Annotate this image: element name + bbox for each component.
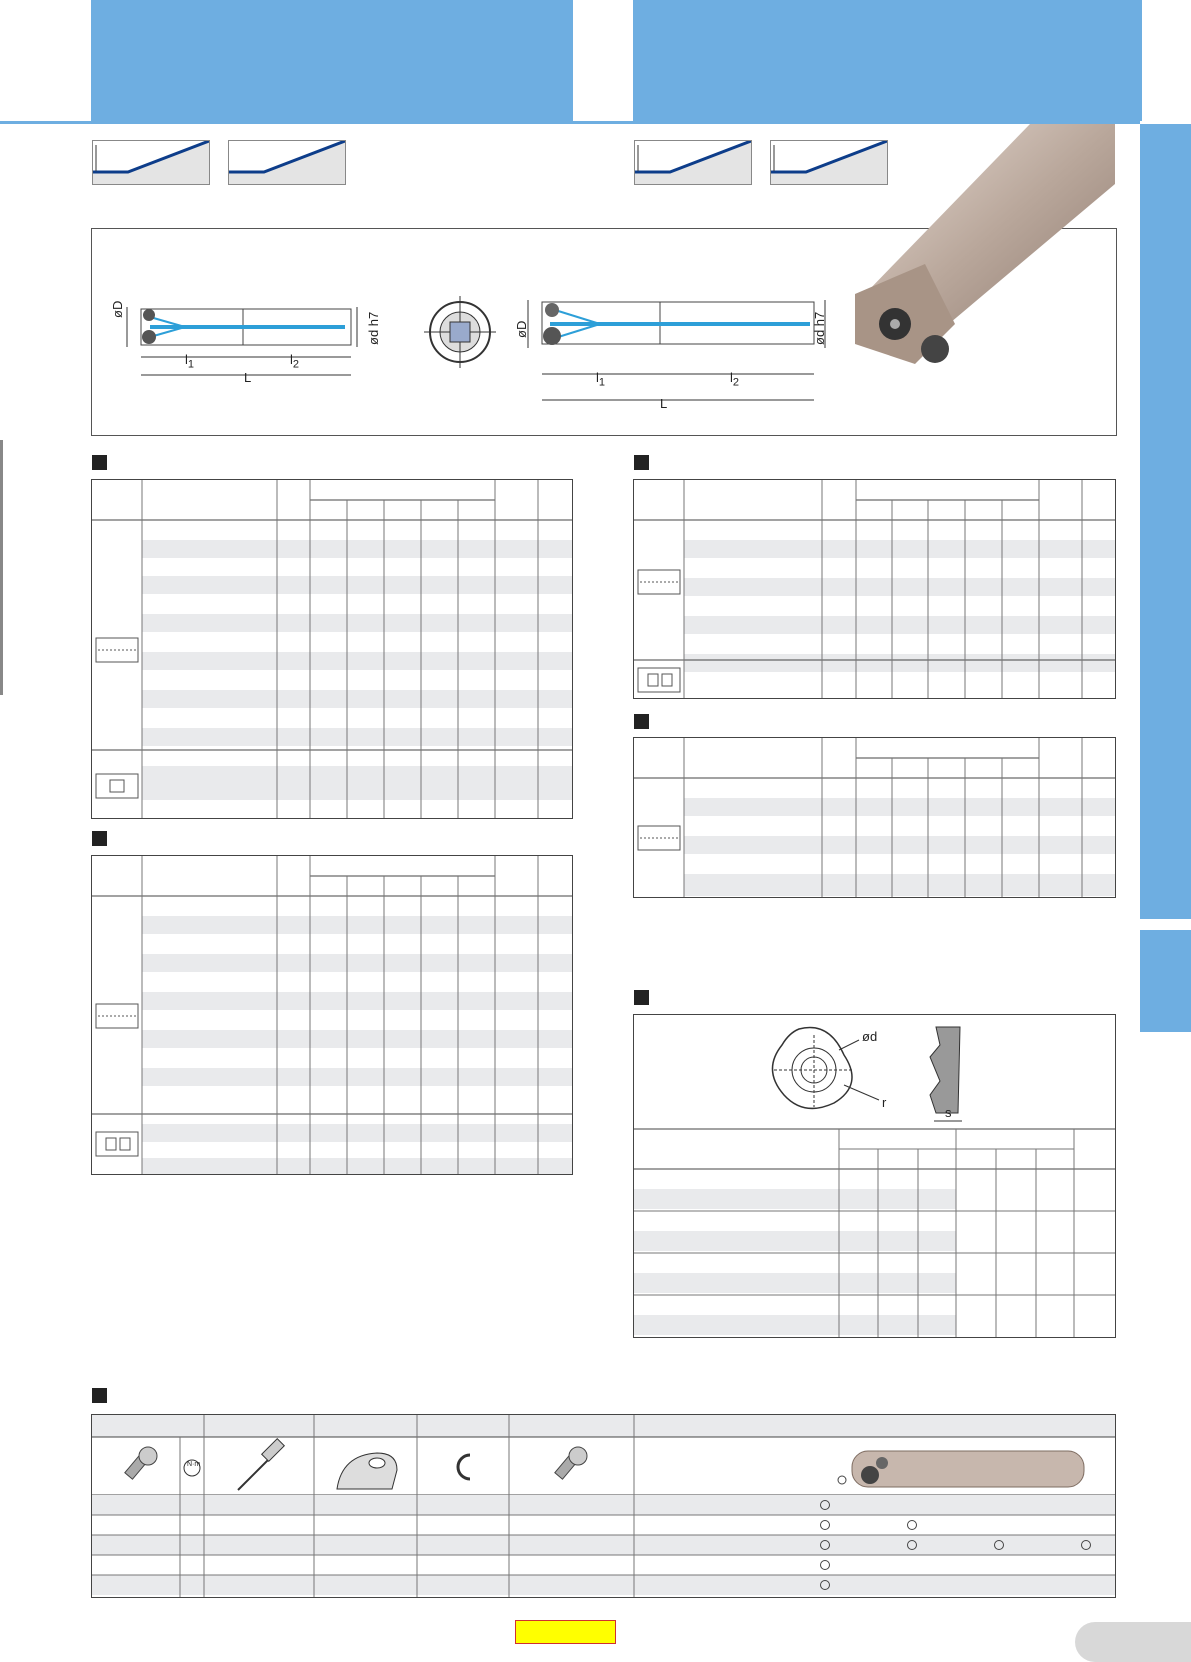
footer-highlight-box [515, 1620, 616, 1644]
insert-dim-s: s [945, 1105, 952, 1120]
insert-dim-d: ød [862, 1029, 878, 1044]
spec-table-1 [91, 479, 573, 819]
spec-table-4 [633, 737, 1116, 898]
dim-l1-short: $l_1$ [185, 352, 195, 371]
dim-d-short: ød h7 [366, 311, 381, 345]
snap-ring-icon [458, 1455, 470, 1479]
screwdriver-icon [238, 1439, 284, 1490]
section-marker [634, 714, 649, 729]
insert-table [633, 1014, 1116, 1338]
ramp-profile-icon [93, 141, 209, 184]
insert-table-grid [634, 1015, 1115, 1337]
profile-icon-1 [92, 140, 210, 185]
dim-d-long: ød h7 [812, 311, 827, 345]
side-tab-upper [1140, 124, 1191, 919]
section-marker [92, 831, 107, 846]
dim-l2-long: $l_2$ [730, 370, 740, 389]
side-tab-lower [1140, 930, 1191, 1032]
clamp-icon [337, 1453, 397, 1489]
spec-table-2-grid [92, 856, 572, 1174]
tool-photo-large [835, 124, 1115, 374]
torque-unit: N·m [187, 1461, 201, 1468]
parts-table-grid [92, 1415, 1115, 1597]
header-band-right [633, 0, 1142, 121]
dim-D-long: øD [514, 320, 529, 338]
page-number-tab [1075, 1622, 1191, 1662]
clamp-screw-icon [555, 1447, 587, 1479]
spec-table-2 [91, 855, 573, 1175]
shank-flat-icon [96, 774, 138, 798]
shank-flat-icon [638, 668, 680, 692]
dim-D-short: øD [110, 300, 125, 318]
left-edge-mark [0, 440, 3, 695]
section-marker [634, 455, 649, 470]
insert-side-view-icon [930, 1027, 960, 1113]
spec-table-3 [633, 479, 1116, 699]
spec-table-4-grid [634, 738, 1115, 897]
tool-photo-small [852, 1451, 1084, 1487]
spec-table-1-grid [92, 480, 572, 818]
tool-end-view [420, 292, 500, 372]
parts-table [91, 1414, 1116, 1598]
profile-icon-3 [634, 140, 752, 185]
ramp-profile-icon [635, 141, 751, 184]
dim-l2-short: $l_2$ [290, 352, 300, 371]
profile-icon-2 [228, 140, 346, 185]
dim-L-long: L [660, 396, 668, 411]
header-band-left [91, 0, 573, 121]
section-marker [634, 990, 649, 1005]
section-marker [92, 1388, 107, 1403]
section-marker [92, 455, 107, 470]
shank-flat-icon [96, 1132, 138, 1156]
tool-drawing-long [520, 290, 840, 420]
insert-dim-r: r [882, 1095, 887, 1110]
ramp-profile-icon [229, 141, 345, 184]
screw-icon [125, 1447, 157, 1479]
dim-l1-long: $l_1$ [596, 370, 606, 389]
spec-table-3-grid [634, 480, 1115, 698]
dim-L-short: L [244, 370, 252, 385]
